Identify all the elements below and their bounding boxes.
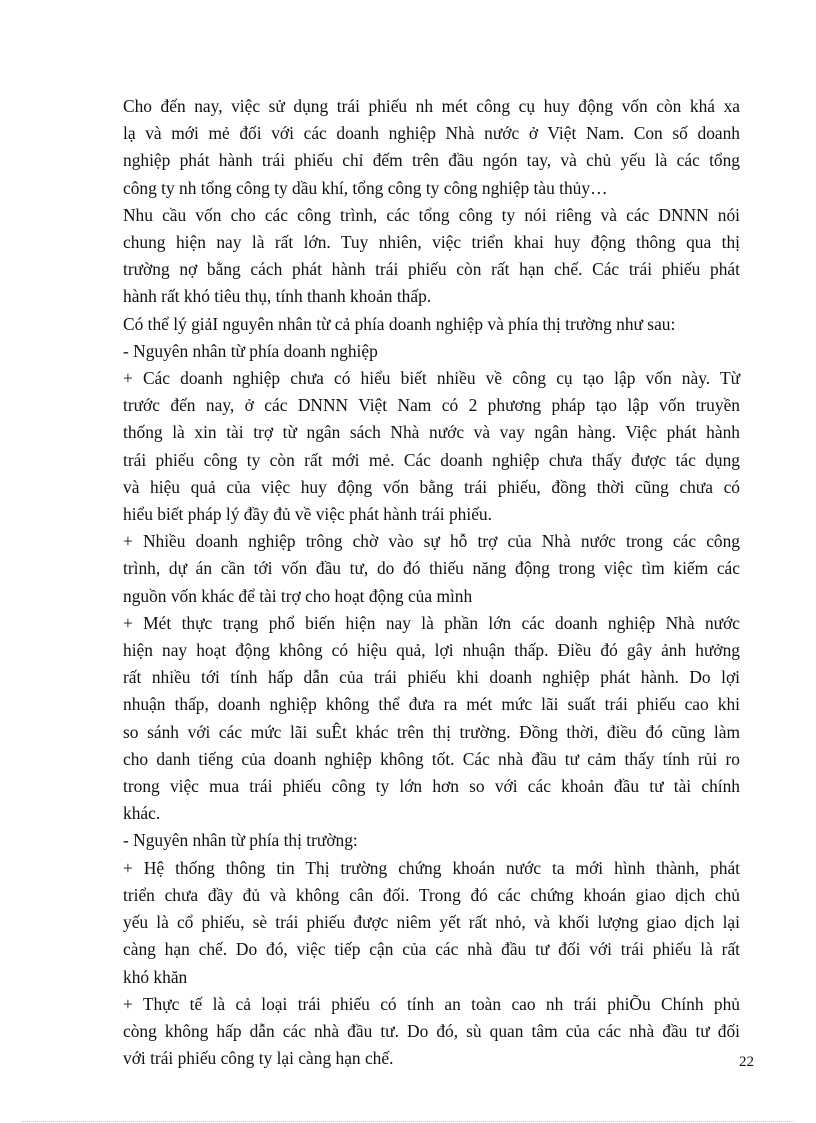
text-line: so sánh với các mức lãi suÊt khác trên thị trường. Đồng thời, điều đó cũng làm xyxy=(123,721,740,742)
text-line: + Thực tế là cả loại trái phiếu có tính an toàn cao nh trái phiÕu Chính phủ xyxy=(123,993,740,1014)
text-line: yếu là cổ phiếu, sè trái phiếu được niêm yết rất nhỏ, và khối lượng giao dịch lại xyxy=(123,912,740,933)
text-line: + Hệ thống thông tin Thị trường chứng khoán nước ta mới hình thành, phát xyxy=(123,857,740,878)
text-line: triển chưa đầy đủ và không cân đối. Trong đó các chứng khoán giao dịch chủ xyxy=(123,884,740,905)
text-line: + Mét thực trạng phổ biến hiện nay là phần lớn các doanh nghiệp Nhà nước xyxy=(123,612,740,633)
text-line: + Các doanh nghiệp chưa có hiểu biết nhiều về công cụ tạo lập vốn này. Từ xyxy=(123,368,740,389)
text-line: với trái phiếu công ty lại càng hạn chế. xyxy=(123,1048,394,1069)
text-line: trong việc mua trái phiếu công ty lớn hơn so với các khoản đầu tư tài chính xyxy=(123,776,740,797)
text-line: thống là xin tài trợ từ ngân sách Nhà nước và vay ngân hàng. Việc phát hành xyxy=(123,422,740,443)
text-line: - Nguyên nhân từ phía thị trường: xyxy=(123,830,358,851)
text-line: trái phiếu công ty còn rất mới mẻ. Các doanh nghiệp chưa thấy được tác dụng xyxy=(123,449,740,470)
text-line: lạ và mới mẻ đối với các doanh nghiệp Nhà nước ở Việt Nam. Con số doanh xyxy=(123,123,740,144)
text-line: công ty nh tổng công ty dầu khí, tổng công ty công nghiệp tàu thủy… xyxy=(123,177,608,198)
text-line: + Nhiều doanh nghiệp trông chờ vào sự hỗ trợ của Nhà nước trong các công xyxy=(123,531,740,552)
text-line: nghiệp phát hành trái phiếu chỉ đếm trên đầu ngón tay, và chủ yếu là các tổng xyxy=(123,150,740,171)
text-line: Cho đến nay, việc sử dụng trái phiếu nh mét công cụ huy động vốn còn khá xa xyxy=(123,96,740,116)
text-line: còng không hấp dẫn các nhà đầu tư. Do đó, sù quan tâm của các nhà đầu tư đối xyxy=(123,1020,740,1041)
text-line: Có thể lý giảI nguyên nhân từ cả phía doanh nghiệp và phía thị trường như sau: xyxy=(123,313,676,334)
page-number: 22 xyxy=(739,1054,754,1070)
text-line: khác. xyxy=(123,803,161,824)
text-line: càng hạn chế. Do đó, việc tiếp cận của các nhà đầu tư đối với trái phiếu là rất xyxy=(123,939,740,960)
text-line: nguồn vốn khác để tài trợ cho hoạt động của mình xyxy=(123,585,473,606)
text-line: nhuận thấp, doanh nghiệp không thể đưa ra mét mức lãi suất trái phiếu cao khi xyxy=(123,694,740,715)
text-line: trường nợ bằng cách phát hành trái phiếu còn rất hạn chế. Các trái phiếu phát xyxy=(123,259,740,280)
text-line: - Nguyên nhân từ phía doanh nghiệp xyxy=(123,340,378,361)
text-line: hành rất khó tiêu thụ, tính thanh khoản thấp. xyxy=(123,286,432,307)
page-bottom-divider xyxy=(22,1121,794,1122)
text-line: rất nhiều tới tính hấp dẫn của trái phiếu khi doanh nghiệp phát hành. Do lợi xyxy=(123,667,740,688)
text-line: và hiệu quả của việc huy động vốn bằng trái phiếu, đồng thời cũng chưa có xyxy=(123,476,740,497)
body-text xyxy=(123,93,740,1072)
text-line: chung hiện nay là rất lớn. Tuy nhiên, việc triển khai huy động thông qua thị xyxy=(123,232,740,253)
text-line: Nhu cầu vốn cho các công trình, các tổng công ty nói riêng và các DNNN nói xyxy=(123,204,740,225)
text-line: cho danh tiếng của doanh nghiệp không tốt. Các nhà đầu tư cảm thấy tính rủi ro xyxy=(123,748,740,769)
text-line: trước đến nay, ở các DNNN Việt Nam có 2 phương pháp tạo lập vốn truyền xyxy=(123,395,740,416)
text-line: hiện nay hoạt động không có hiệu quả, lợi nhuận thấp. Điều đó gây ảnh hưởng xyxy=(123,640,740,661)
text-line: trình, dự án cần tới vốn đầu tư, do đó thiếu năng động trong việc tìm kiếm các xyxy=(123,558,740,579)
text-line: hiểu biết pháp lý đầy đủ về việc phát hành trái phiếu. xyxy=(123,504,492,525)
text-line: khó khăn xyxy=(123,966,188,987)
